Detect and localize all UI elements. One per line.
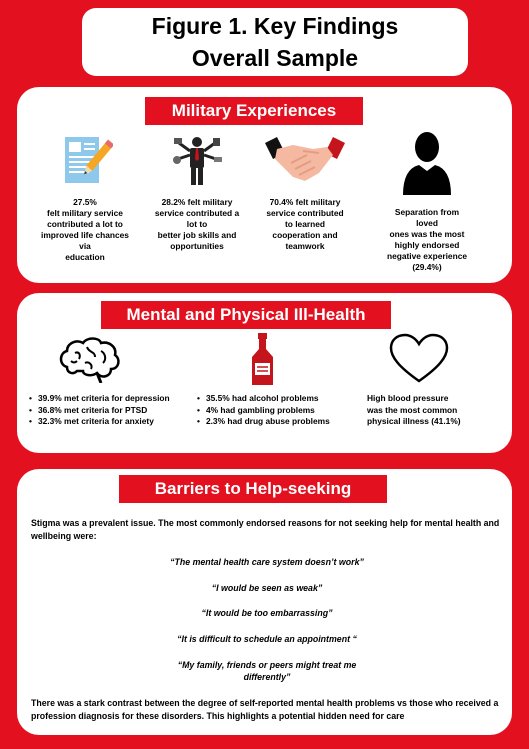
list-item: • 2.3% had drug abuse problems (197, 416, 330, 428)
barriers-conclusion: There was a stark contrast between the degree of self-reported mental health problems vs those who received a profession diagnosis for these disorders. This highlights a potential hidden need for care (31, 698, 499, 721)
brain-icon (57, 337, 121, 383)
ill-health-panel (17, 293, 512, 453)
military-education-text: 27.5% felt military service contributed a lot to improved life chances via education (41, 197, 129, 262)
page-title: Figure 1. Key Findings Overall Sample (151, 13, 399, 71)
physical-illness-text: High blood pressure was the most common physical illness (41.1%) (367, 393, 461, 426)
list-item: • 4% had gambling problems (197, 405, 330, 417)
military-job-skills-text: 28.2% felt military service contributed a lot to better job skills and opportunities (154, 197, 240, 251)
quote: “The mental health care system doesn’t work” (170, 557, 364, 567)
barriers-intro: Stigma was a prevalent issue. The most commonly endorsed reasons for not seeking help for mental health and wellbeing were: (31, 518, 500, 541)
document-pencil-icon (57, 133, 113, 189)
title-card (82, 8, 468, 76)
military-item-teamwork (259, 133, 351, 252)
substance-list (197, 393, 330, 428)
bottle-icon (249, 331, 277, 387)
list-item: • 36.8% met criteria for PTSD (29, 405, 170, 417)
military-separation-text: Separation from loved ones was the most highly endorsed negative experience (29.4%) (386, 207, 468, 272)
heart-icon (389, 333, 449, 385)
list-item: • 32.3% met criteria for anxiety (29, 416, 170, 428)
ill-health-heading: Mental and Physical Ill-Health (101, 301, 391, 329)
list-item: • 39.9% met criteria for depression (29, 393, 170, 405)
list-item: • 35.5% had alcohol problems (197, 393, 330, 405)
quote: “I would be seen as weak” (211, 583, 323, 593)
military-item-separation (379, 129, 475, 273)
quote: “My family, friends or peers might treat me differently” (177, 660, 357, 682)
handshake-icon (263, 133, 347, 189)
busy-businessman-icon (169, 133, 225, 189)
barriers-panel (17, 469, 512, 735)
military-item-education (35, 133, 135, 263)
military-item-job-skills (150, 133, 244, 252)
military-experiences-panel (17, 87, 512, 283)
quote: “It would be too embarrassing” (201, 608, 333, 618)
mental-health-list (29, 393, 170, 428)
barriers-heading: Barriers to Help-seeking (119, 475, 387, 503)
military-teamwork-text: 70.4% felt military service contributed to learned cooperation and teamwork (266, 197, 344, 251)
person-silhouette-icon (399, 129, 455, 199)
military-experiences-heading: Military Experiences (145, 97, 363, 125)
quote: “It is difficult to schedule an appointment “ (177, 634, 357, 644)
